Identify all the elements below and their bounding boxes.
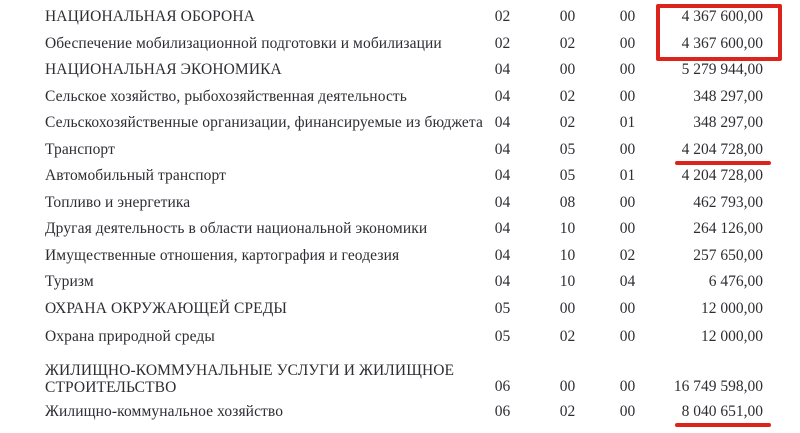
code-code_subsection: 05 bbox=[559, 140, 576, 158]
amount-cell bbox=[655, 61, 768, 79]
code-code_subsection: 02 bbox=[559, 403, 576, 421]
code-code_item: 00 bbox=[619, 193, 636, 211]
amount-value: 12 000,00 bbox=[701, 328, 763, 345]
amount-value: 462 793,00 bbox=[693, 193, 763, 211]
table-row bbox=[0, 216, 800, 243]
amount-value: 6 476,00 bbox=[708, 273, 763, 291]
code-code_section: 02 bbox=[494, 8, 511, 26]
amount-cell bbox=[655, 8, 768, 26]
code-code_item: 00 bbox=[619, 34, 636, 52]
table-row bbox=[0, 190, 800, 217]
row-name-section: ОХРАНА ОКРУЖАЮЩЕЙ СРЕДЫ bbox=[45, 299, 288, 317]
table-row bbox=[0, 137, 800, 164]
row-name: Обеспечение мобилизационной подготовки и мобилизации bbox=[45, 34, 442, 52]
table-row bbox=[0, 110, 800, 137]
code-code_subsection: 02 bbox=[559, 87, 576, 105]
code-code_section: 02 bbox=[494, 34, 511, 52]
code-code_subsection: 02 bbox=[559, 34, 576, 52]
code-code_item: 00 bbox=[619, 378, 636, 395]
code-code_item: 02 bbox=[619, 246, 636, 264]
code-code_item: 00 bbox=[619, 140, 636, 158]
amount-value: 264 126,00 bbox=[693, 220, 763, 238]
code-code_item: 00 bbox=[619, 403, 636, 421]
code-code_subsection: 00 bbox=[559, 378, 576, 395]
amount-cell bbox=[655, 300, 768, 318]
code-code_section: 04 bbox=[494, 87, 511, 105]
amount-value: 5 279 944,00 bbox=[681, 61, 763, 79]
code-code_subsection: 05 bbox=[559, 167, 576, 185]
code-code_item: 00 bbox=[619, 299, 636, 317]
code-code_subsection: 02 bbox=[559, 114, 576, 132]
code-code_section: 04 bbox=[494, 140, 511, 158]
row-name: Сельское хозяйство, рыбохозяйственная деятельность bbox=[45, 87, 407, 105]
amount-value: 348 297,00 bbox=[693, 87, 763, 105]
code-code_subsection: 00 bbox=[559, 61, 576, 79]
row-name: Туризм bbox=[45, 273, 94, 291]
budget-table bbox=[0, 4, 800, 426]
code-code_item: 00 bbox=[619, 87, 636, 105]
row-name-section: ЖИЛИЩНО-КОММУНАЛЬНЫЕ УСЛУГИ И ЖИЛИЩНОЕ СТРОИТЕЛЬСТВО bbox=[45, 362, 455, 396]
table-row bbox=[0, 322, 800, 352]
code-code_section: 06 bbox=[494, 403, 511, 421]
row-name: Другая деятельность в области национальной экономики bbox=[45, 220, 428, 238]
amount-cell bbox=[655, 167, 768, 185]
code-code_subsection: 08 bbox=[559, 193, 576, 211]
amount-cell bbox=[655, 114, 768, 132]
table-row bbox=[0, 352, 800, 399]
table-row bbox=[0, 243, 800, 270]
code-code_section: 04 bbox=[494, 193, 511, 211]
amount-value-underlined: 8 040 651,00 bbox=[681, 403, 763, 421]
row-name: Автомобильный транспорт bbox=[45, 167, 227, 185]
code-code_section: 04 bbox=[494, 246, 511, 264]
table-row bbox=[0, 84, 800, 111]
table-row bbox=[0, 163, 800, 190]
amount-value: 4 204 728,00 bbox=[681, 167, 763, 185]
row-name: Топливо и энергетика bbox=[45, 193, 191, 211]
amount-value: 12 000,00 bbox=[701, 299, 763, 317]
row-name: Имущественные отношения, картография и геодезия bbox=[45, 246, 400, 264]
code-code_section: 04 bbox=[494, 114, 511, 132]
amount-cell bbox=[655, 35, 768, 53]
row-name-section: НАЦИОНАЛЬНАЯ ЭКОНОМИКА bbox=[45, 61, 282, 79]
code-code_subsection: 10 bbox=[559, 220, 576, 238]
amount-cell bbox=[655, 141, 768, 159]
code-code_section: 05 bbox=[494, 299, 511, 317]
amount-value: 16 749 598,00 bbox=[673, 378, 763, 395]
amount-cell bbox=[655, 328, 768, 346]
amount-value: 257 650,00 bbox=[693, 246, 763, 264]
code-code_item: 00 bbox=[619, 61, 636, 79]
amount-cell bbox=[655, 403, 768, 421]
code-code_item: 04 bbox=[619, 273, 636, 291]
code-code_section: 04 bbox=[494, 273, 511, 291]
table-row bbox=[0, 269, 800, 296]
row-name: Транспорт bbox=[45, 140, 115, 158]
amount-cell bbox=[655, 247, 768, 265]
code-code_subsection: 00 bbox=[559, 8, 576, 26]
code-code_item: 01 bbox=[619, 167, 636, 185]
amount-cell bbox=[655, 378, 768, 396]
code-code_subsection: 00 bbox=[559, 299, 576, 317]
amount-value: 348 297,00 bbox=[693, 114, 763, 132]
amount-value-underlined: 4 204 728,00 bbox=[681, 140, 763, 158]
row-name: Сельскохозяйственные организации, финансируемые из бюджета bbox=[45, 114, 483, 132]
table-row bbox=[0, 31, 800, 58]
row-name: Жилищно-коммунальное хозяйство bbox=[45, 403, 284, 421]
code-code_subsection: 10 bbox=[559, 273, 576, 291]
amount-value: 4 367 600,00 bbox=[681, 34, 763, 52]
amount-value: 4 367 600,00 bbox=[681, 8, 763, 26]
table-row bbox=[0, 57, 800, 84]
row-name: Охрана природной среды bbox=[45, 328, 215, 345]
code-code_section: 04 bbox=[494, 167, 511, 185]
code-code_subsection: 10 bbox=[559, 246, 576, 264]
amount-cell bbox=[655, 88, 768, 106]
amount-cell bbox=[655, 194, 768, 212]
code-code_item: 00 bbox=[619, 8, 636, 26]
table-row bbox=[0, 399, 800, 426]
code-code_section: 05 bbox=[494, 328, 511, 345]
code-code_section: 04 bbox=[494, 61, 511, 79]
table-row bbox=[0, 296, 800, 323]
code-code_item: 01 bbox=[619, 114, 636, 132]
code-code_section: 06 bbox=[494, 378, 511, 395]
row-name-section: НАЦИОНАЛЬНАЯ ОБОРОНА bbox=[45, 8, 255, 26]
code-code_section: 04 bbox=[494, 220, 511, 238]
amount-cell bbox=[655, 273, 768, 291]
table-row bbox=[0, 4, 800, 31]
code-code_item: 00 bbox=[619, 220, 636, 238]
amount-cell bbox=[655, 220, 768, 238]
code-code_item: 00 bbox=[619, 328, 636, 345]
code-code_subsection: 02 bbox=[559, 328, 576, 345]
